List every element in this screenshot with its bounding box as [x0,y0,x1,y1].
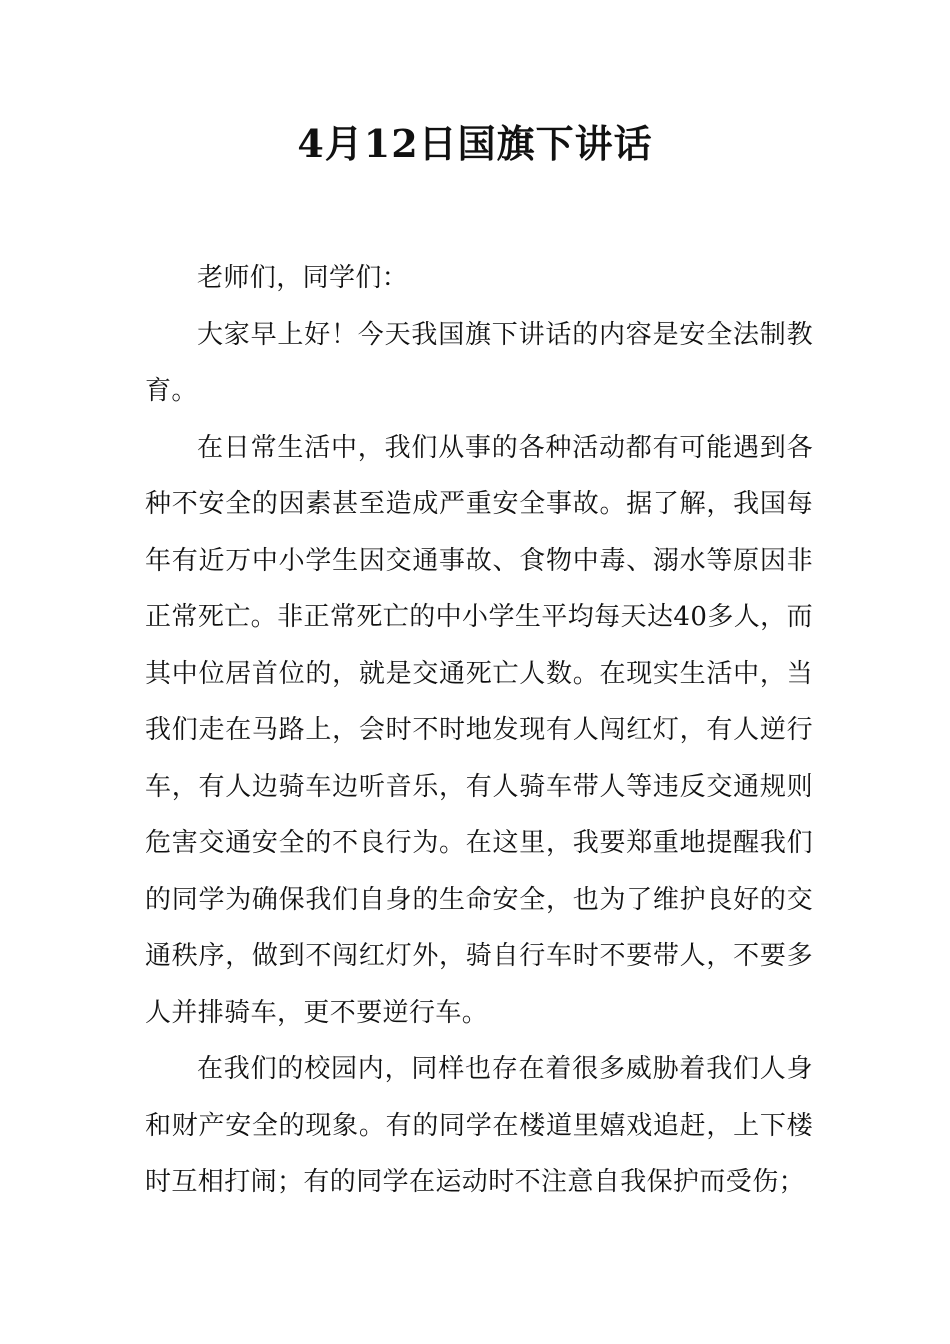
document-body [145,250,813,1211]
paragraph-greeting: 老师们，同学们： [197,263,409,293]
paragraph-campus-safety: 在我们的校园内，同样也存在着很多威胁着我们人身和财产安全的现象。有的同学在楼道里嬉戏追赶，上下楼时互相打闹；有的同学在运动时不注意自我保护而受伤； [145,1054,813,1197]
paragraph-intro: 大家早上好！今天我国旗下讲话的内容是安全法制教育。 [145,319,813,406]
document-title: 4月12日国旗下讲话 [297,121,653,166]
paragraph-traffic-safety: 在日常生活中，我们从事的各种活动都有可能遇到各种不安全的因素甚至造成严重安全事故。据了解，我国每年有近万中小学生因交通事故、食物中毒、溺水等原因非正常死亡。非正常死亡的中小学生平均每天达40多人，而其中位居首位的，就是交通死亡人数。在现实生活中，当我们走在马路上，会时不时地发现有人闯红灯，有人逆行车，有人边骑车边听音乐，有人骑车带人等违反交通规则危害交通安全的不良行为。在这里，我要郑重地提醒我们的同学为确保我们自身的生命安全，也为了维护良好的交通秩序，做到不闯红灯外，骑自行车时不要带人，不要多人并排骑车，更不要逆行车。 [145,432,813,1028]
